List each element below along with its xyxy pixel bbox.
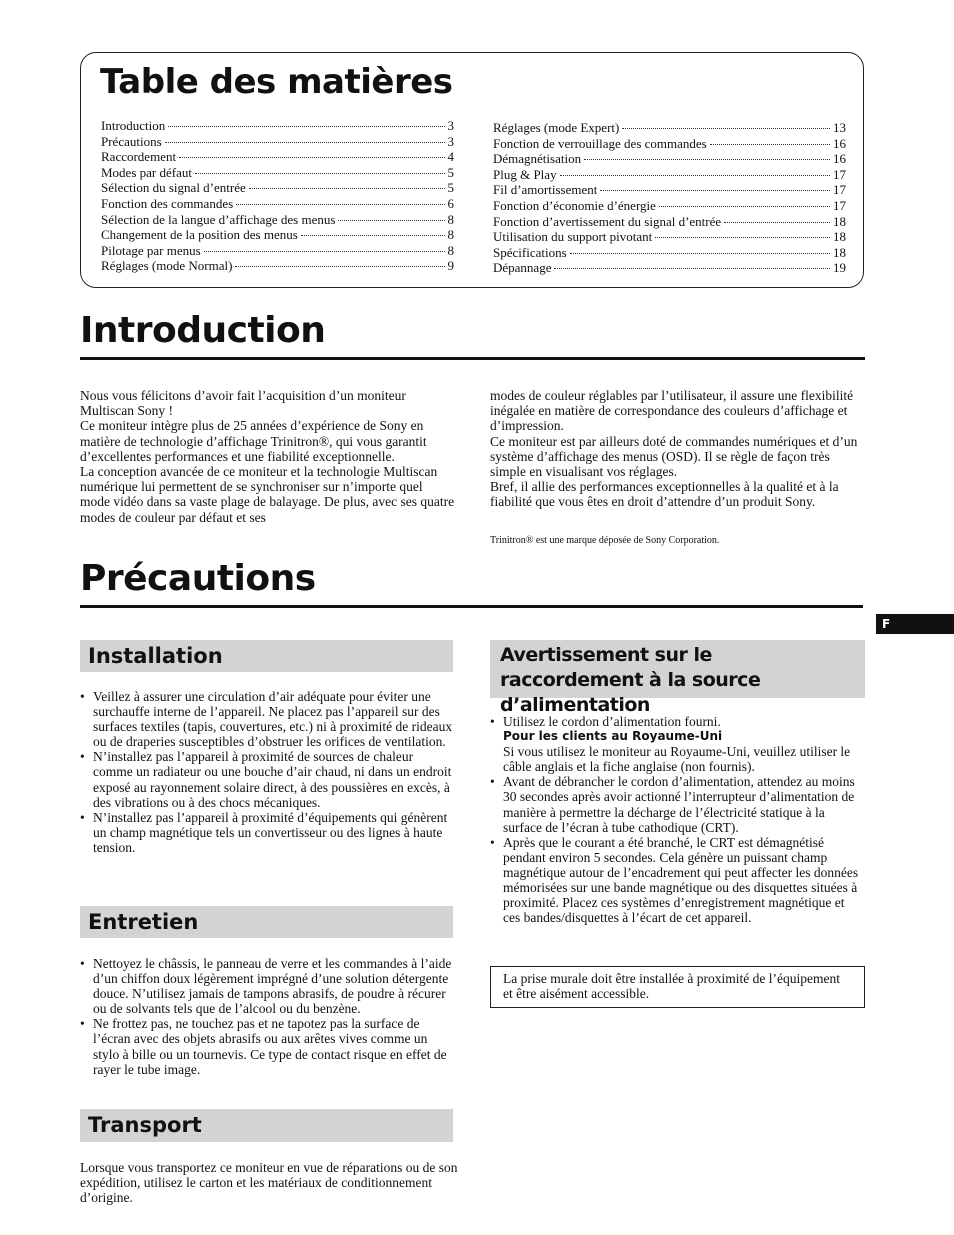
toc-entry[interactable]: Fonction des commandes 6 (101, 195, 454, 211)
list-item: • N’installez pas l’appareil à proximité de sources de chaleur comme un radiateur ou une bouche d’air chaud, ni dans un endroit exposé au rayonnement solaire direct, à des poussières en excès, à des vibrations ou à des chocs mécaniques. (80, 749, 453, 809)
entretien-heading-text: Entretien (88, 910, 199, 934)
toc-entry[interactable]: Dépannage 19 (493, 260, 846, 276)
intro-paragraph: modes de couleur réglables par l’utilisateur, il assure une flexibilité inégalée en matière de correspondance des couleurs d’affichage et d’impression. (490, 388, 854, 434)
toc-entry[interactable]: Modes par défaut 5 (101, 164, 454, 180)
transport-heading (80, 1109, 453, 1142)
precautions-heading: Précautions (80, 558, 316, 599)
avertissement-heading-text: Avertissement sur le raccordement à la source d’alimentation (500, 644, 761, 716)
transport-text: Lorsque vous transportez ce moniteur en vue de réparations ou de son expédition, utilisez le carton et les matériaux de conditionnement d’origine. (80, 1160, 458, 1206)
installation-heading (80, 640, 453, 672)
installation-heading-text: Installation (88, 644, 223, 668)
toc-entry[interactable]: Changement de la position des menus 8 (101, 227, 454, 243)
toc-entry[interactable]: Raccordement 4 (101, 149, 454, 165)
entretien-heading (80, 906, 453, 938)
toc-entry[interactable]: Introduction 3 (101, 118, 454, 133)
list-item (490, 714, 865, 774)
introduction-col2 (490, 388, 868, 510)
intro-paragraph: La conception avancée de ce moniteur et la technologie Multiscan numérique lui permettent de se synchroniser sur n’importe quel mode vidéo dans sa vaste plage de balayage. De plus, avec ses quatre modes de couleur par défaut et ses (80, 464, 455, 525)
entretien-list (80, 956, 453, 1077)
toc-entry[interactable]: Réglages (mode Normal) 9 (101, 258, 454, 274)
toc-entry[interactable]: Plug & Play 17 (493, 166, 846, 182)
toc-title: Table des matières (100, 62, 453, 102)
toc-entry[interactable]: Fonction d’avertissement du signal d’entrée 18 (493, 213, 846, 229)
installation-list (80, 689, 453, 855)
intro-paragraph: Ce moniteur est par ailleurs doté de commandes numériques et d’un système d’affichage des menus (OSD). Il se règle de façon très simple en visualisant vos réglages. (490, 433, 858, 480)
precautions-rule (80, 605, 863, 608)
list-item: • Nettoyez le châssis, le panneau de verre et les commandes à l’aide d’un chiffon doux légèrement imprégné d’une solution détergente douce. N’utilisez jamais de tampons abrasifs, de poudre à récurer ou de solvants tels que de l’alcool ou du benzène. (80, 956, 453, 1016)
language-tab: F (876, 614, 954, 634)
intro-paragraph: Nous vous félicitons d’avoir fait l’acquisition d’un moniteur Multiscan Sony ! (80, 388, 406, 419)
introduction-rule (80, 357, 865, 360)
toc-entry[interactable]: Fonction d’économie d’énergie 17 (493, 197, 846, 213)
toc-entry[interactable]: Précautions 3 (101, 133, 454, 149)
introduction-col1 (80, 388, 455, 525)
toc-list-right (493, 120, 846, 276)
toc-list-left (101, 118, 454, 274)
toc-entry[interactable]: Réglages (mode Expert) 13 (493, 120, 846, 135)
intro-paragraph: Bref, il allie des performances exceptionnelles à la qualité et à la fiabilité que vous êtes en droit d’attendre d’un produit Sony. (490, 479, 839, 510)
introduction-heading: Introduction (80, 310, 326, 351)
list-item-text: Utilisez le cordon d’alimentation fourni. (503, 714, 721, 729)
avertissement-heading (490, 640, 865, 716)
toc-entry[interactable]: Sélection du signal d’entrée 5 (101, 180, 454, 196)
toc-entry[interactable]: Pilotage par menus 8 (101, 242, 454, 258)
list-item: • Veillez à assurer une circulation d’air adéquate pour éviter une surchauffe interne de l’appareil. Ne placez pas l’appareil sur des surfaces textiles (tapis, couvertures, etc.) ni à proximité de rideaux ou de draperies susceptibles d’obstruer les orifices de ventilation. (80, 689, 453, 749)
toc-entry[interactable]: Utilisation du support pivotant 18 (493, 229, 846, 245)
list-item: • Avant de débrancher le cordon d’alimentation, attendez au moins 30 secondes après avoir actionné l’interrupteur d’alimentation de manière à permettre la décharge de l’électricité statique à la surface de l’écran à tube cathodique (CRT). (490, 774, 865, 834)
list-item: • N’installez pas l’appareil à proximité d’équipements qui génèrent un champ magnétique tels un convertisseur ou des lignes à haute tension. (80, 810, 453, 855)
intro-paragraph: Ce moniteur intègre plus de 25 années d’expérience de Sony en matière de technologie d’affichage Trinitron®, qui vous garantit d’excellentes performances et une fiabilité exceptionnelle. (80, 418, 427, 464)
list-item: • Ne frottez pas, ne touchez pas et ne tapotez pas la surface de l’écran avec des objets abrasifs ou aux arêtes vives comme un stylo à bille ou un tournevis. Ce type de contact risque en effet de rayer le tube image. (80, 1016, 453, 1076)
toc-entry[interactable]: Démagnétisation 16 (493, 151, 846, 167)
toc-entry[interactable]: Fonction de verrouillage des commandes 16 (493, 135, 846, 151)
avertissement-list (490, 714, 865, 925)
notice-box (490, 966, 865, 1008)
toc-entry[interactable]: Fil d’amortissement 17 (493, 182, 846, 198)
toc-entry[interactable]: Spécifications 18 (493, 244, 846, 260)
trademark-note: Trinitron® est une marque déposée de Sony Corporation. (490, 535, 720, 546)
notice-text: La prise murale doit être installée à proximité de l’équipement et être aisément accessible. (503, 971, 840, 1001)
uk-subtext: Si vous utilisez le moniteur au Royaume-Uni, veuillez utiliser le câble anglais et la fiche anglaise (non fournis). (503, 744, 851, 775)
transport-heading-text: Transport (88, 1113, 202, 1137)
uk-subheading: Pour les clients au Royaume-Uni (503, 729, 723, 744)
toc-entry[interactable]: Sélection de la langue d’affichage des menus 8 (101, 211, 454, 227)
list-item: • Après que le courant a été branché, le CRT est démagnétisé pendant environ 5 secondes. Cela génère un puissant champ magnétique autour de l’encadrement qui peut affecter les données mémorisées sur une bande magnétique ou des disquettes situées à proximité. Placez ces systèmes d’enregistrement magnétique et ces bandes/disquettes à l’écart de cet appareil. (490, 835, 865, 926)
